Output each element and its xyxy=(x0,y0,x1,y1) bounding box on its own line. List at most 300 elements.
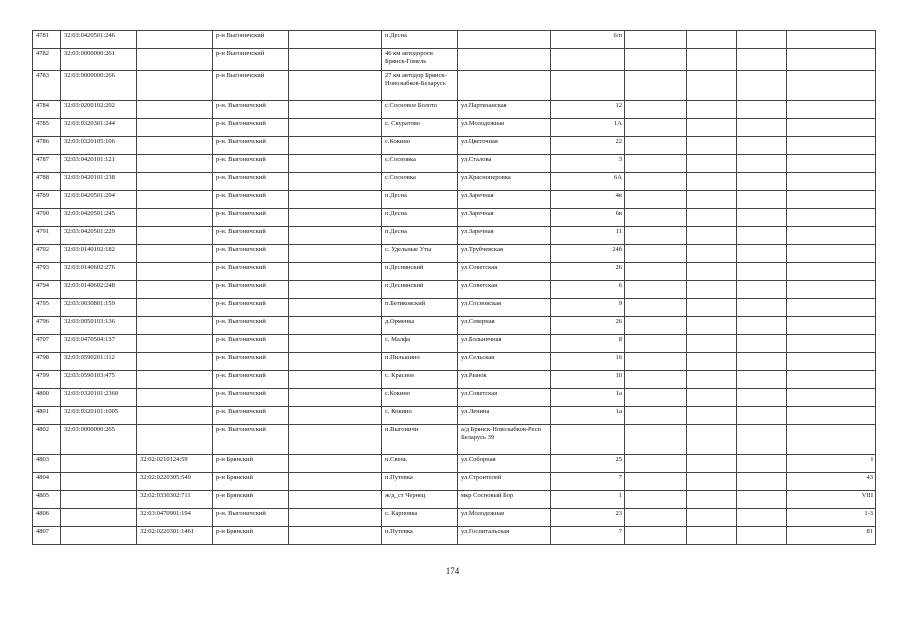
cadastral-number xyxy=(61,455,137,473)
settlement-cell: с. Скуратово xyxy=(382,119,458,137)
cadastral-number: 32:03:0590201:312 xyxy=(61,353,137,371)
cadastral-number-alt xyxy=(137,299,213,317)
empty-cell xyxy=(737,335,787,353)
street-cell: ул.Трубчевская xyxy=(458,245,551,263)
empty-cell xyxy=(625,509,687,527)
row-number: 4785 xyxy=(33,119,61,137)
house-cell: 9 xyxy=(551,299,625,317)
register-table xyxy=(32,30,876,545)
empty-cell xyxy=(687,473,737,491)
empty-cell xyxy=(687,245,737,263)
empty-cell xyxy=(289,137,382,155)
street-cell: ул.Советская xyxy=(458,263,551,281)
empty-cell xyxy=(687,425,737,455)
empty-cell xyxy=(737,191,787,209)
cadastral-number: 32:03:0420101:121 xyxy=(61,155,137,173)
cadastral-number: 32:03:0470504:137 xyxy=(61,335,137,353)
empty-cell xyxy=(625,263,687,281)
row-number: 4783 xyxy=(33,71,61,101)
empty-cell xyxy=(625,473,687,491)
table-row xyxy=(33,209,876,227)
street-cell: мкр Сосновый Бор xyxy=(458,491,551,509)
empty-cell xyxy=(289,389,382,407)
row-number: 4803 xyxy=(33,455,61,473)
cadastral-number: 32:03:0000000:261 xyxy=(61,49,137,71)
empty-cell xyxy=(737,137,787,155)
street-cell: ул.Больничная xyxy=(458,335,551,353)
row-number: 4794 xyxy=(33,281,61,299)
house-cell: 23 xyxy=(551,509,625,527)
empty-cell xyxy=(687,407,737,425)
room-cell xyxy=(787,371,876,389)
cadastral-number: 32:03:0000000:265 xyxy=(61,425,137,455)
empty-cell xyxy=(737,31,787,49)
empty-cell xyxy=(625,101,687,119)
table-row xyxy=(33,509,876,527)
cadastral-number-alt xyxy=(137,191,213,209)
empty-cell xyxy=(289,527,382,545)
cadastral-number-alt xyxy=(137,137,213,155)
cadastral-number xyxy=(61,473,137,491)
cadastral-number: 32:03:0320301:244 xyxy=(61,119,137,137)
empty-cell xyxy=(625,155,687,173)
settlement-cell: с. Удельные Уты xyxy=(382,245,458,263)
house-cell: 1а xyxy=(551,407,625,425)
district-cell: р-н. Выгоничский xyxy=(213,227,289,245)
table-row xyxy=(33,101,876,119)
row-number: 4791 xyxy=(33,227,61,245)
cadastral-number: 32:03:0050103:136 xyxy=(61,317,137,335)
table-row xyxy=(33,317,876,335)
settlement-cell: п.Десна xyxy=(382,31,458,49)
district-cell: р-н Брянский xyxy=(213,473,289,491)
house-cell: 6 xyxy=(551,281,625,299)
settlement-cell: 27 км автодор Брянск-Новозыбков-Беларусь xyxy=(382,71,458,101)
empty-cell xyxy=(625,119,687,137)
settlement-cell: п.Путевка xyxy=(382,527,458,545)
street-cell: ул.Молодежная xyxy=(458,119,551,137)
table-row xyxy=(33,455,876,473)
cadastral-number: 32:03:0590103:475 xyxy=(61,371,137,389)
settlement-cell: 46 км автодороги Брянск-Гомель xyxy=(382,49,458,71)
settlement-cell: п.Десна xyxy=(382,209,458,227)
empty-cell xyxy=(625,209,687,227)
table-row xyxy=(33,31,876,49)
cadastral-number-alt xyxy=(137,353,213,371)
row-number: 4807 xyxy=(33,527,61,545)
table-row xyxy=(33,299,876,317)
empty-cell xyxy=(737,299,787,317)
row-number: 4793 xyxy=(33,263,61,281)
room-cell xyxy=(787,407,876,425)
cadastral-number: 32:03:0200102:202 xyxy=(61,101,137,119)
room-cell xyxy=(787,245,876,263)
room-cell: VIII xyxy=(787,491,876,509)
empty-cell xyxy=(737,245,787,263)
cadastral-number-alt xyxy=(137,119,213,137)
district-cell: р-н. Выгоничский xyxy=(213,137,289,155)
empty-cell xyxy=(687,263,737,281)
empty-cell xyxy=(289,173,382,191)
table-row xyxy=(33,263,876,281)
room-cell xyxy=(787,209,876,227)
street-cell: ул.Госпитальская xyxy=(458,527,551,545)
house-cell xyxy=(551,425,625,455)
empty-cell xyxy=(687,509,737,527)
empty-cell xyxy=(687,155,737,173)
house-cell: 4в xyxy=(551,191,625,209)
house-cell: 6в xyxy=(551,209,625,227)
room-cell xyxy=(787,71,876,101)
room-cell xyxy=(787,389,876,407)
settlement-cell: п.Десна xyxy=(382,227,458,245)
table-row xyxy=(33,227,876,245)
empty-cell xyxy=(625,335,687,353)
cadastral-number: 32:03:0420501:246 xyxy=(61,31,137,49)
district-cell: р-н. Выгоничский xyxy=(213,209,289,227)
district-cell: р-н. Выгоничский xyxy=(213,371,289,389)
row-number: 4787 xyxy=(33,155,61,173)
settlement-cell: п.Деснянский xyxy=(382,263,458,281)
empty-cell xyxy=(687,71,737,101)
empty-cell xyxy=(289,155,382,173)
cadastral-number-alt xyxy=(137,335,213,353)
row-number: 4782 xyxy=(33,49,61,71)
empty-cell xyxy=(625,317,687,335)
district-cell: р-н. Выгоничский xyxy=(213,173,289,191)
empty-cell xyxy=(625,491,687,509)
empty-cell xyxy=(625,49,687,71)
empty-cell xyxy=(289,71,382,101)
district-cell: р-н Брянский xyxy=(213,527,289,545)
settlement-cell: д.Орменка xyxy=(382,317,458,335)
table-row xyxy=(33,155,876,173)
settlement-cell: с. Красное xyxy=(382,371,458,389)
empty-cell xyxy=(289,335,382,353)
street-cell: ул.Сосновская xyxy=(458,299,551,317)
empty-cell xyxy=(687,491,737,509)
cadastral-number xyxy=(61,509,137,527)
street-cell: ул.Строителей xyxy=(458,473,551,491)
row-number: 4795 xyxy=(33,299,61,317)
room-cell xyxy=(787,119,876,137)
cadastral-number xyxy=(61,491,137,509)
room-cell xyxy=(787,155,876,173)
row-number: 4805 xyxy=(33,491,61,509)
empty-cell xyxy=(737,317,787,335)
district-cell: р-н. Выгоничский xyxy=(213,389,289,407)
empty-cell xyxy=(687,299,737,317)
district-cell: р-н. Выгоничский xyxy=(213,335,289,353)
cadastral-number-alt xyxy=(137,407,213,425)
empty-cell xyxy=(737,281,787,299)
cadastral-number-alt: 32:02:0330302:711 xyxy=(137,491,213,509)
empty-cell xyxy=(289,49,382,71)
empty-cell xyxy=(687,209,737,227)
row-number: 4806 xyxy=(33,509,61,527)
street-cell: ул.Соборная xyxy=(458,455,551,473)
street-cell xyxy=(458,31,551,49)
table-row xyxy=(33,335,876,353)
district-cell: р-н. Выгоничский xyxy=(213,245,289,263)
row-number: 4801 xyxy=(33,407,61,425)
district-cell: р-н. Выгоничский xyxy=(213,407,289,425)
room-cell xyxy=(787,191,876,209)
empty-cell xyxy=(289,317,382,335)
room-cell xyxy=(787,335,876,353)
street-cell: ул.Сталова xyxy=(458,155,551,173)
empty-cell xyxy=(737,371,787,389)
table-row xyxy=(33,245,876,263)
settlement-cell: п.Деснянский xyxy=(382,281,458,299)
cadastral-number: 32:03:0320101:1005 xyxy=(61,407,137,425)
cadastral-number-alt xyxy=(137,173,213,191)
street-cell: ул.Советская xyxy=(458,389,551,407)
room-cell xyxy=(787,101,876,119)
empty-cell xyxy=(737,209,787,227)
cadastral-number-alt xyxy=(137,371,213,389)
district-cell: р-н. Выгоничский xyxy=(213,155,289,173)
empty-cell xyxy=(289,263,382,281)
district-cell: р-н Брянский xyxy=(213,455,289,473)
cadastral-number: 32:03:0030801:159 xyxy=(61,299,137,317)
settlement-cell: п.Бетиковский xyxy=(382,299,458,317)
room-cell: 81 xyxy=(787,527,876,545)
district-cell: р-н. Выгоничский xyxy=(213,263,289,281)
district-cell: р-н. Выгоничский xyxy=(213,425,289,455)
cadastral-number: 32:03:0420501:204 xyxy=(61,191,137,209)
house-cell xyxy=(551,49,625,71)
empty-cell xyxy=(289,473,382,491)
settlement-cell: п.Путевка xyxy=(382,473,458,491)
room-cell xyxy=(787,227,876,245)
table-row xyxy=(33,407,876,425)
empty-cell xyxy=(687,353,737,371)
table-row xyxy=(33,491,876,509)
empty-cell xyxy=(737,491,787,509)
row-number: 4792 xyxy=(33,245,61,263)
room-cell xyxy=(787,281,876,299)
empty-cell xyxy=(625,299,687,317)
empty-cell xyxy=(289,491,382,509)
house-cell: 1 xyxy=(551,491,625,509)
house-cell: 16 xyxy=(551,353,625,371)
cadastral-number: 32:03:0140102:182 xyxy=(61,245,137,263)
empty-cell xyxy=(625,31,687,49)
empty-cell xyxy=(687,173,737,191)
district-cell: р-н. Выгоничский xyxy=(213,353,289,371)
empty-cell xyxy=(625,407,687,425)
house-cell: 25 xyxy=(551,455,625,473)
empty-cell xyxy=(687,317,737,335)
empty-cell xyxy=(737,71,787,101)
cadastral-number-alt xyxy=(137,281,213,299)
empty-cell xyxy=(737,227,787,245)
settlement-cell: п.Пильшино xyxy=(382,353,458,371)
empty-cell xyxy=(737,527,787,545)
empty-cell xyxy=(737,49,787,71)
street-cell: ул.Ленина xyxy=(458,407,551,425)
street-cell: ул.Цветочная xyxy=(458,137,551,155)
empty-cell xyxy=(687,119,737,137)
row-number: 4799 xyxy=(33,371,61,389)
house-cell: 26 xyxy=(551,317,625,335)
street-cell: а/д Брянск-Новозыбков-Респ Беларусь 39 xyxy=(458,425,551,455)
empty-cell xyxy=(625,455,687,473)
empty-cell xyxy=(687,49,737,71)
empty-cell xyxy=(687,335,737,353)
house-cell xyxy=(551,71,625,101)
empty-cell xyxy=(737,425,787,455)
street-cell: ул.Партизанская xyxy=(458,101,551,119)
empty-cell xyxy=(625,71,687,101)
cadastral-number: 32:03:0140602:248 xyxy=(61,281,137,299)
settlement-cell: ж/д_ст Чернец xyxy=(382,491,458,509)
row-number: 4804 xyxy=(33,473,61,491)
row-number: 4800 xyxy=(33,389,61,407)
street-cell: ул.Красноперовка xyxy=(458,173,551,191)
cadastral-number-alt xyxy=(137,71,213,101)
district-cell: р-н. Выгоничский xyxy=(213,101,289,119)
room-cell xyxy=(787,173,876,191)
cadastral-number-alt xyxy=(137,389,213,407)
settlement-cell: п.Десна xyxy=(382,191,458,209)
empty-cell xyxy=(289,245,382,263)
empty-cell xyxy=(289,425,382,455)
empty-cell xyxy=(737,509,787,527)
page-number: 174 xyxy=(445,566,460,576)
empty-cell xyxy=(687,281,737,299)
settlement-cell: с.Кокино xyxy=(382,137,458,155)
street-cell: ул.Молодежная xyxy=(458,509,551,527)
row-number: 4786 xyxy=(33,137,61,155)
settlement-cell: с. Малфа xyxy=(382,335,458,353)
district-cell: р-н. Выгоничский xyxy=(213,317,289,335)
cadastral-number-alt xyxy=(137,227,213,245)
cadastral-number: 32:03:0140602:276 xyxy=(61,263,137,281)
empty-cell xyxy=(289,31,382,49)
settlement-cell: с.Сосновка xyxy=(382,173,458,191)
table-row xyxy=(33,191,876,209)
row-number: 4798 xyxy=(33,353,61,371)
table-row xyxy=(33,389,876,407)
settlement-cell: с.Кокино xyxy=(382,389,458,407)
table-row xyxy=(33,49,876,71)
cadastral-number-alt xyxy=(137,49,213,71)
empty-cell xyxy=(625,389,687,407)
room-cell xyxy=(787,31,876,49)
empty-cell xyxy=(687,137,737,155)
room-cell: I xyxy=(787,455,876,473)
district-cell: р-н. Выгоничский xyxy=(213,281,289,299)
empty-cell xyxy=(289,191,382,209)
house-cell: 22 xyxy=(551,137,625,155)
district-cell: р-н. Выгоничский xyxy=(213,509,289,527)
cadastral-number: 32:03:0420501:245 xyxy=(61,209,137,227)
settlement-cell: п.Выгоничи xyxy=(382,425,458,455)
empty-cell xyxy=(737,389,787,407)
cadastral-number: 32:03:0420101:238 xyxy=(61,173,137,191)
table-row xyxy=(33,425,876,455)
street-cell: ул.Заречная xyxy=(458,227,551,245)
house-cell: 6/п xyxy=(551,31,625,49)
district-cell: р-н Брянский xyxy=(213,491,289,509)
row-number: 4789 xyxy=(33,191,61,209)
table-row xyxy=(33,371,876,389)
empty-cell xyxy=(289,455,382,473)
district-cell: р-н. Выгоничский xyxy=(213,119,289,137)
house-cell: 12 xyxy=(551,101,625,119)
table-row xyxy=(33,173,876,191)
cadastral-number-alt xyxy=(137,101,213,119)
empty-cell xyxy=(737,155,787,173)
row-number: 4784 xyxy=(33,101,61,119)
row-number: 4802 xyxy=(33,425,61,455)
street-cell xyxy=(458,49,551,71)
empty-cell xyxy=(625,281,687,299)
empty-cell xyxy=(289,119,382,137)
room-cell: 1-3 xyxy=(787,509,876,527)
cadastral-number xyxy=(61,527,137,545)
empty-cell xyxy=(737,173,787,191)
empty-cell xyxy=(737,101,787,119)
empty-cell xyxy=(687,227,737,245)
district-cell: р-н Выгоничский xyxy=(213,49,289,71)
cadastral-number: 32:03:0000000:266 xyxy=(61,71,137,101)
cadastral-number-alt xyxy=(137,31,213,49)
empty-cell xyxy=(687,389,737,407)
room-cell xyxy=(787,49,876,71)
room-cell xyxy=(787,353,876,371)
empty-cell xyxy=(625,371,687,389)
settlement-cell: с.Сосновка xyxy=(382,155,458,173)
empty-cell xyxy=(737,119,787,137)
empty-cell xyxy=(289,281,382,299)
empty-cell xyxy=(687,455,737,473)
table-row xyxy=(33,353,876,371)
row-number: 4788 xyxy=(33,173,61,191)
cadastral-number-alt xyxy=(137,317,213,335)
cadastral-number-alt xyxy=(137,155,213,173)
empty-cell xyxy=(625,191,687,209)
room-cell xyxy=(787,317,876,335)
street-cell: ул.Сельская xyxy=(458,353,551,371)
house-cell: 24б xyxy=(551,245,625,263)
empty-cell xyxy=(625,527,687,545)
cadastral-number-alt: 32:03:0470901:194 xyxy=(137,509,213,527)
house-cell: 3 xyxy=(551,155,625,173)
street-cell: ул.Советская xyxy=(458,281,551,299)
empty-cell xyxy=(625,173,687,191)
empty-cell xyxy=(289,299,382,317)
house-cell: 8 xyxy=(551,335,625,353)
cadastral-number-alt xyxy=(137,263,213,281)
room-cell xyxy=(787,137,876,155)
empty-cell xyxy=(289,209,382,227)
district-cell: р-н. Выгоничский xyxy=(213,191,289,209)
empty-cell xyxy=(625,245,687,263)
room-cell xyxy=(787,299,876,317)
empty-cell xyxy=(737,353,787,371)
house-cell: 26 xyxy=(551,263,625,281)
empty-cell xyxy=(625,137,687,155)
house-cell: 7 xyxy=(551,473,625,491)
district-cell: р-н Выгоничский xyxy=(213,71,289,101)
table-row xyxy=(33,281,876,299)
settlement-cell: с.Сосновое Болото xyxy=(382,101,458,119)
row-number: 4796 xyxy=(33,317,61,335)
empty-cell xyxy=(687,371,737,389)
